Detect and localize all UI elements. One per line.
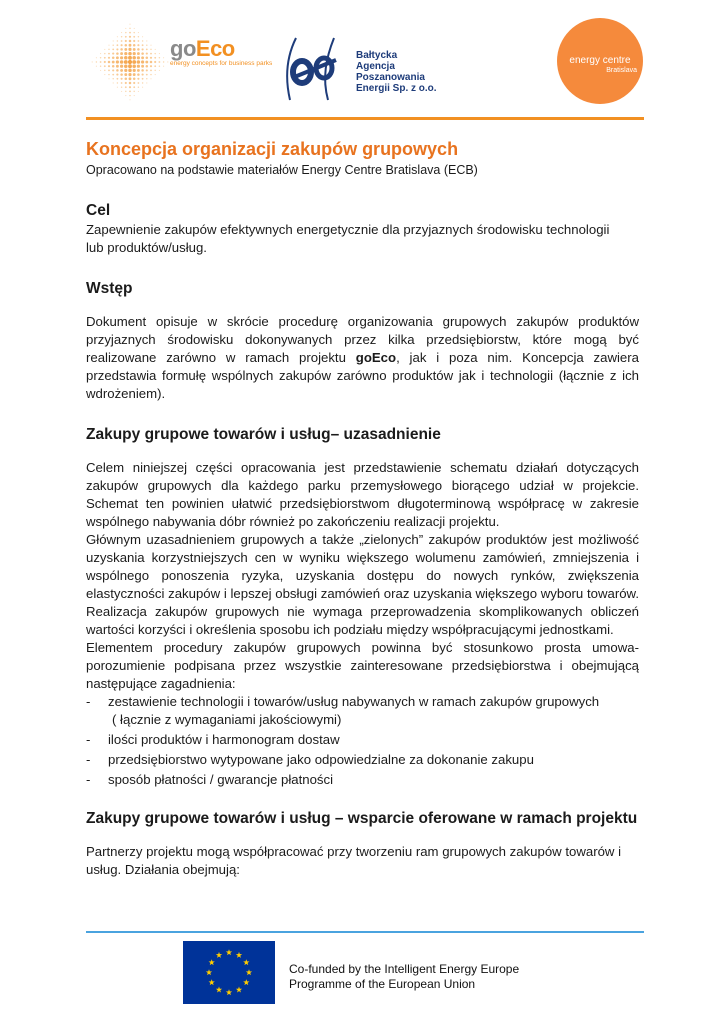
goeco-dot (128, 56, 132, 60)
goeco-dot (142, 36, 143, 37)
goeco-dot (108, 49, 109, 50)
goeco-dot (146, 40, 147, 41)
goeco-dot (125, 28, 126, 29)
goeco-dot (138, 91, 139, 92)
goeco-dot (150, 53, 152, 55)
goeco-dot (159, 65, 160, 66)
page-header (0, 0, 725, 120)
eu-cofunding-line-2: Programme of the European Union (289, 977, 476, 991)
goeco-dot (146, 57, 149, 60)
goeco-dot (120, 60, 124, 64)
goeco-dot (125, 32, 126, 33)
goeco-dot (138, 32, 139, 33)
goeco-dot (100, 53, 101, 54)
eu-cofunding-line-1: Co-funded by the Intelligent Energy Europe (289, 962, 520, 976)
goeco-dot (112, 53, 114, 55)
goeco-dot (137, 56, 140, 59)
goeco-dot (113, 82, 114, 83)
goeco-dot (141, 56, 144, 59)
section-heading-cel: Cel (86, 202, 111, 219)
goeco-bold-word: goEco (355, 350, 397, 365)
goeco-dot (92, 61, 93, 62)
goeco-dot (116, 78, 118, 80)
document-body (86, 138, 639, 879)
goeco-dot (128, 69, 132, 73)
bape-line: Bałtycka (356, 50, 398, 61)
energy-centre-logo (557, 18, 643, 104)
energy-centre-title: energy centre (569, 55, 631, 66)
goeco-dot (137, 44, 139, 46)
goeco-dot (133, 32, 134, 33)
list-item: - zestawienie technologii i towarów/usług nabywanych w ramach zakupów grupowych ( łącznie z wymaganiami jakościowymi) (86, 694, 600, 727)
agreement-topics-list (86, 693, 639, 789)
goeco-dot (125, 91, 126, 92)
goeco-dot (129, 95, 130, 96)
goeco-dot (116, 52, 119, 55)
goeco-dot (133, 44, 136, 47)
goeco-dot (125, 78, 128, 81)
goeco-dot (120, 48, 123, 51)
goeco-dot (128, 73, 131, 76)
goeco-dot (133, 86, 135, 88)
eu-cofunding-note (289, 962, 519, 992)
goeco-dot (124, 64, 128, 68)
goeco-dot (155, 49, 156, 50)
wsparcie-paragraph: Partnerzy projektu mogą współpracować przy tworzeniu ram grupowych zakupów towarów i usług. Działania obejmują: (86, 844, 622, 877)
goeco-dot (120, 52, 123, 55)
goeco-dot (104, 65, 106, 67)
goeco-dot (129, 40, 132, 43)
goeco-dot (121, 91, 122, 92)
goeco-dot (137, 52, 140, 55)
goeco-dot (129, 90, 131, 92)
goeco-dot (132, 56, 136, 60)
wstep-paragraph: Dokument opisuje w skrócie procedurę organizowania grupowych zakupów produktów przyjaznych środowisku dokonywanych przez kilka przedsiębiorstw, które mogą być realizowane zarówno w ramach projektu goEco, jak i poza nim. Koncepcja zawiera przedstawia formułę wspólnych zakupów zarówno produktów jak i technologii (łącznie z ich wdrożeniem). (86, 314, 639, 401)
goeco-dot (116, 74, 118, 76)
goeco-dot (116, 65, 119, 68)
goeco-dot (163, 57, 164, 58)
goeco-dot (128, 64, 132, 68)
list-item: - ilości produktów i harmonogram dostaw (86, 732, 340, 747)
goeco-dot (120, 65, 123, 68)
goeco-dot (116, 69, 119, 72)
goeco-dot (138, 86, 139, 87)
goeco-dot (96, 66, 97, 67)
goeco-dot (128, 48, 131, 51)
goeco-dot (133, 73, 136, 76)
goeco-dot (96, 61, 97, 62)
goeco-dot (108, 53, 110, 55)
goeco-dot (133, 69, 136, 72)
goeco-dot (134, 95, 135, 96)
goeco-dot (125, 95, 126, 96)
goeco-dot (142, 82, 143, 83)
goeco-dot (129, 77, 132, 80)
goeco-dot (120, 73, 123, 76)
goeco-dot (116, 60, 119, 63)
goeco-dot (158, 61, 160, 63)
goeco-dot (125, 36, 127, 38)
goeco-dot (133, 52, 136, 55)
goeco-dot (125, 86, 127, 88)
goeco-dot (129, 86, 131, 88)
goeco-dot (150, 49, 151, 50)
goeco-dot (146, 74, 148, 76)
goeco-tagline: energy concepts for business parks (170, 60, 273, 67)
goeco-dot (108, 78, 109, 79)
goeco-dot (146, 82, 147, 83)
goeco-dot (137, 82, 139, 84)
goeco-dot (146, 69, 148, 71)
goeco-dot (154, 61, 156, 63)
cel-paragraph: Zapewnienie zakupów efektywnych energetycznie dla przyjaznych środowisku technologii lub produktów/usług. (86, 222, 610, 255)
goeco-dot (125, 40, 127, 42)
goeco-dot (129, 28, 130, 29)
bape-line: Poszanowania (356, 72, 425, 83)
goeco-dot (117, 82, 118, 83)
goeco-dot (104, 49, 105, 50)
footer-divider (86, 931, 644, 933)
goeco-dot (104, 53, 105, 54)
goeco-dot (108, 61, 111, 64)
goeco-dot (141, 60, 144, 63)
uzasadnienie-paragraph-3: Elementem procedury zakupów grupowych powinna być stosunkowo prosta umowa-porozumienie podpisana przez wszystkie zainteresowane przedsiębiorstwa i obejmującą następujące zagadnienia: (86, 640, 639, 691)
goeco-dot (137, 69, 140, 72)
goeco-dot (133, 82, 135, 84)
goeco-dot (133, 48, 136, 51)
goeco-dot (108, 65, 110, 67)
bape-logo-icon (282, 34, 342, 104)
goeco-dot (121, 32, 122, 33)
uzasadnienie-paragraph-1: Celem niniejszej części opracowania jest przedstawienie schematu działań dotyczących zakupów grupowych dla każdego parku przemysłowego biorącego udział w projekcie. Schemat ten powinien ułatwić przedsiębiorstwom długoterminową współpracę w zakresie wspólnego nabywania dóbr również po zakończeniu realizacji projektu. (86, 460, 639, 529)
goeco-dot (150, 74, 151, 75)
goeco-dot (150, 69, 152, 71)
goeco-dot (129, 82, 132, 85)
goeco-dot (117, 36, 118, 37)
goeco-dot (141, 52, 144, 55)
goeco-dot (154, 57, 156, 59)
goeco-dot (159, 57, 160, 58)
energy-centre-subtitle: Bratislava (606, 67, 637, 74)
goeco-dot (134, 28, 135, 29)
goeco-dot (121, 82, 123, 84)
goeco-dot (137, 78, 139, 80)
goeco-dot (167, 61, 168, 62)
goeco-dot (150, 61, 153, 64)
goeco-dot (146, 44, 147, 45)
goeco-dot (116, 48, 118, 50)
goeco-dot (137, 73, 140, 76)
goeco-dot (142, 44, 144, 46)
goeco-dot (159, 70, 160, 71)
goeco-dot (142, 74, 144, 76)
goeco-dot (133, 40, 135, 42)
goeco-dot (142, 87, 143, 88)
goeco-dot (132, 64, 136, 68)
goeco-dot (142, 40, 143, 41)
goeco-dot (121, 44, 123, 46)
list-item: - sposób płatności / gwarancje płatności (86, 772, 334, 787)
goeco-dot (100, 61, 102, 63)
goeco-dot (133, 91, 134, 92)
goeco-dot (112, 57, 115, 60)
list-item: - przedsiębiorstwo wytypowane jako odpowiedzialne za dokonanie zakupu (86, 752, 534, 767)
goeco-dot (100, 70, 101, 71)
goeco-dot (104, 61, 106, 63)
goeco-logo-wordmark: goEco (170, 36, 235, 61)
goeco-dot (100, 65, 101, 66)
goeco-dot (154, 65, 156, 67)
goeco-dot (104, 57, 106, 59)
goeco-dot (121, 86, 122, 87)
goeco-dot (146, 53, 148, 55)
header-divider (86, 117, 644, 120)
goeco-dot (155, 74, 156, 75)
goeco-dot (100, 57, 101, 58)
goeco-dot (116, 44, 118, 46)
goeco-dot (137, 48, 140, 51)
goeco-dot (129, 36, 131, 38)
goeco-dot (129, 44, 132, 47)
goeco-dot (141, 69, 144, 72)
goeco-dot (124, 56, 128, 60)
goeco-dot (108, 57, 110, 59)
goeco-dot (104, 70, 105, 71)
goeco-dot (150, 57, 152, 59)
section-heading-uzasadnienie: Zakupy grupowe towarów i usług– uzasadnienie (86, 426, 441, 443)
goeco-dot (129, 99, 130, 100)
goeco-dot (128, 60, 132, 64)
goeco-dot (141, 65, 144, 68)
goeco-dot (146, 78, 147, 79)
goeco-dot (154, 70, 155, 71)
goeco-dot (112, 44, 113, 45)
goeco-dot (96, 57, 97, 58)
goeco-dot (146, 65, 149, 68)
goeco-dot (128, 52, 132, 56)
goeco-dot (108, 69, 110, 71)
goeco-dot (124, 52, 127, 55)
goeco-dot (120, 56, 123, 59)
goeco-dot (124, 60, 128, 64)
goeco-dot (137, 60, 141, 64)
goeco-dot (120, 69, 123, 72)
eu-flag-icon (183, 941, 275, 1004)
bape-logo-text (356, 50, 437, 94)
goeco-dot (124, 69, 127, 72)
goeco-dot (145, 61, 148, 64)
goeco-dot (163, 61, 164, 62)
goeco-dot (129, 32, 131, 34)
goeco-dot (116, 56, 119, 59)
document-title: Koncepcja organizacji zakupów grupowych (86, 139, 459, 159)
goeco-dot (108, 74, 109, 75)
goeco-dot (133, 36, 135, 38)
goeco-dot (117, 87, 118, 88)
goeco-dot (117, 40, 118, 41)
goeco-dot (104, 74, 105, 75)
goeco-dot (150, 65, 152, 67)
goeco-dot (112, 69, 114, 71)
goeco-dot (150, 78, 151, 79)
goeco-dot (137, 65, 140, 68)
goeco-dot (121, 78, 123, 80)
document-subtitle: Opracowano na podstawie materiałów Energy Centre Bratislava (ECB) (86, 163, 478, 177)
goeco-dot (163, 66, 164, 67)
goeco-dot (138, 36, 139, 37)
section-heading-wsparcie: Zakupy grupowe towarów i usług – wsparcie oferowane w ramach projektu (86, 810, 638, 827)
goeco-dot (154, 53, 155, 54)
goeco-dot-pattern-logo (90, 22, 170, 102)
goeco-dot (113, 40, 114, 41)
goeco-dot (142, 48, 144, 50)
goeco-dot (124, 73, 127, 76)
bape-line: Energii Sp. z o.o. (356, 83, 437, 94)
goeco-dot (108, 45, 109, 46)
goeco-dot (150, 45, 151, 46)
goeco-dot (124, 48, 127, 51)
goeco-dot (112, 78, 113, 79)
goeco-dot (159, 53, 160, 54)
goeco-dot (121, 36, 122, 37)
goeco-dot (112, 48, 114, 50)
bape-line: Agencja (356, 61, 395, 72)
goeco-dot (146, 48, 148, 50)
goeco-dot (133, 78, 136, 81)
goeco-dot (125, 44, 128, 47)
uzasadnienie-paragraph-2: Głównym uzasadnieniem grupowych a także „zielonych” zakupów produktów jest możliwość uzyskania korzystniejszych cen w wyniku większego wolumenu zamówień, zmniejszenia i wspólnego ponoszenia ryzyka, uzyskania dostępu do nowych rynków, zwiększenia elastyczności zakupów i lepszej obsługi zamówień oraz uzyskania większego wyboru towarów. Realizacja zakupów grupowych nie wymaga przeprowadzenia skomplikowanych obliczeń wartości korzyści i określenia sposobu ich podziału między współpracującymi jednostkami. (86, 532, 639, 637)
goeco-dot (129, 24, 130, 25)
goeco-dot (121, 40, 123, 42)
goeco-dot (112, 74, 114, 76)
goeco-dot (137, 40, 139, 42)
goeco-dot (132, 60, 136, 64)
goeco-dot (125, 82, 127, 84)
section-heading-wstep: Wstęp (86, 280, 133, 297)
goeco-dot (112, 65, 115, 68)
goeco-dot (142, 78, 144, 80)
goeco-dot (112, 61, 115, 64)
